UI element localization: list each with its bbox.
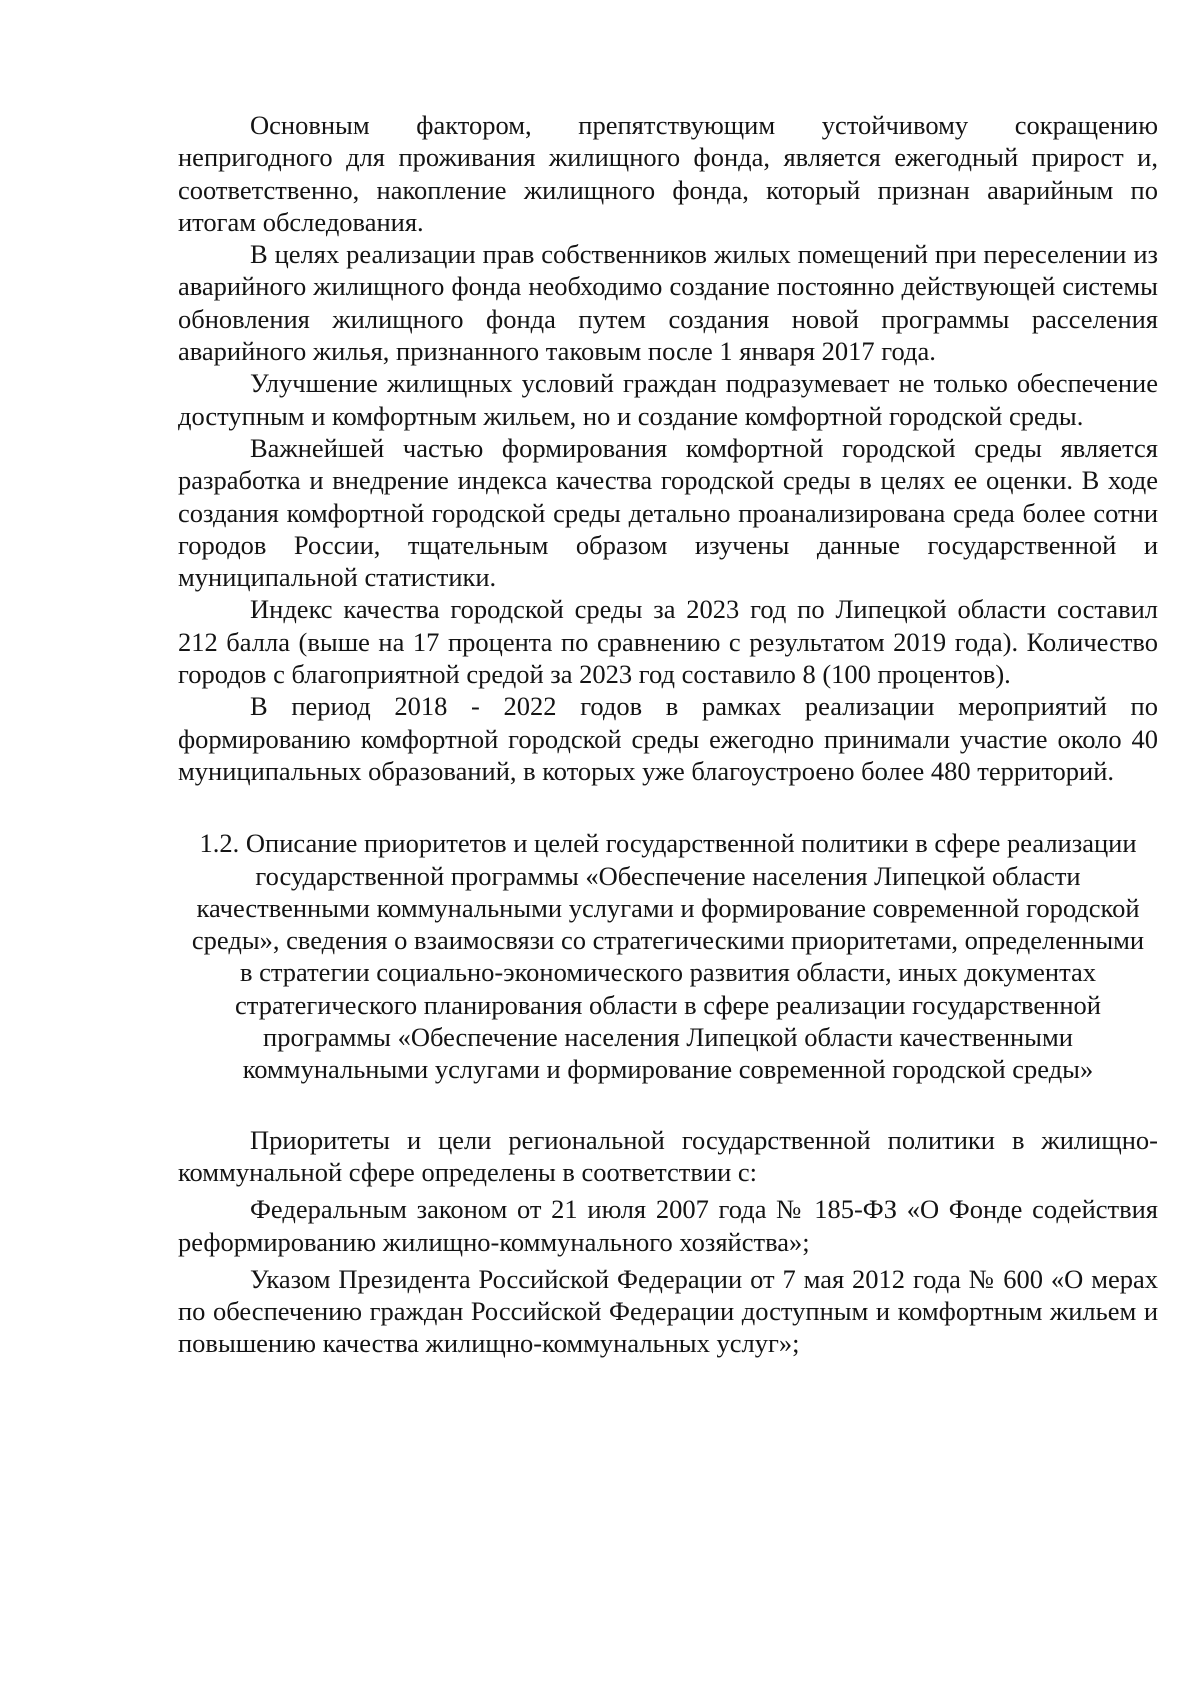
document-body	[178, 109, 1158, 1360]
section-heading: 1.2. Описание приоритетов и целей государственной политики в сфере реализации государственной программы «Обеспечение населения Липецкой области качественными коммунальными услугами и формирование современной городской среды», сведения о взаимосвязи со стратегическими приоритетами, определенными в стратегии социально-экономического развития области, иных документах стратегического планирования области в сфере реализации государственной программы «Обеспечение населения Липецкой области качественными коммунальными услугами и формирование современной городской среды»	[191, 828, 1145, 1085]
paragraph-federal-law: Федеральным законом от 21 июля 2007 года № 185-ФЗ «О Фонде содействия реформированию жилищно-коммунального хозяйства»;	[178, 1194, 1158, 1257]
paragraph-resettlement-program: В целях реализации прав собственников жилых помещений при переселении из аварийного жилищного фонда необходимо создание постоянно действующей системы обновления жилищного фонда путем создания новой программы расселения аварийного жилья, признанного таковым после 1 января 2017 года.	[178, 239, 1158, 367]
paragraph-presidential-decree: Указом Президента Российской Федерации от 7 мая 2012 года № 600 «О мерах по обеспечению граждан Российской Федерации доступным и комфортным жильем и повышению качества жилищно-коммунальных услуг»;	[178, 1263, 1158, 1359]
paragraph-priorities-intro: Приоритеты и цели региональной государственной политики в жилищно-коммунальной сфере определены в соответствии с:	[178, 1124, 1158, 1187]
paragraph-index-results: Индекс качества городской среды за 2023 год по Липецкой области составил 212 балла (выше на 17 процента по сравнению с результатом 2019 года). Количество городов с благоприятной средой за 2023 год составило 8 (100 процентов).	[178, 594, 1158, 690]
paragraph-municipal-participation: В период 2018 - 2022 годов в рамках реализации мероприятий по формированию комфортной городской среды ежегодно принимали участие около 40 муниципальных образований, в которых уже благоустроено более 480 территорий.	[178, 691, 1158, 786]
paragraph-living-conditions: Улучшение жилищных условий граждан подразумевает не только обеспечение доступным и комфортным жильем, но и создание комфортной городской среды.	[178, 368, 1158, 431]
paragraph-urban-quality-index: Важнейшей частью формирования комфортной городской среды является разработка и внедрение индекса качества городской среды в целях ее оценки. В ходе создания комфортной городской среды детально проанализирована среда более сотни городов России, тщательным образом изучены данные государственной и муниципальной статистики.	[178, 432, 1158, 593]
paragraph-emergency-housing-factor: Основным фактором, препятствующим устойчивому сокращению непригодного для проживания жилищного фонда, является ежегодный прирост и, соответственно, накопление жилищного фонда, который признан аварийным по итогам обследования.	[178, 110, 1158, 237]
